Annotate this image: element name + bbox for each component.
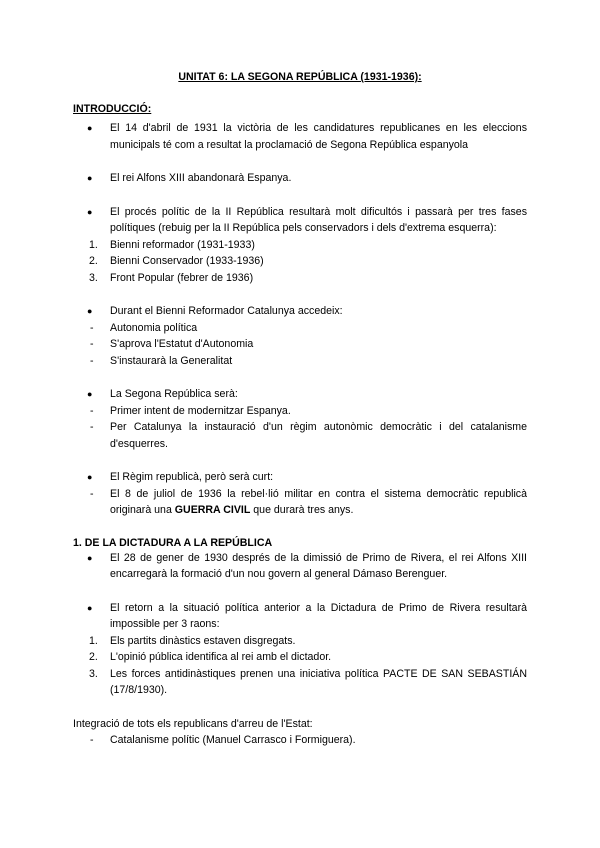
bullet-icon: ● bbox=[87, 306, 93, 316]
reason-item bbox=[73, 649, 527, 666]
intro-bullet-3 bbox=[73, 204, 527, 237]
reason-item-text: Les forces antidinàstiques prenen una iniciativa política PACTE DE SAN SEBASTIÁN (17/8/1930). bbox=[110, 667, 527, 696]
intro-bullet-4-text: Durant el Bienni Reformador Catalunya accedeix: bbox=[110, 305, 343, 317]
autonomy-item-text: S'aprova l'Estatut d'Autonomia bbox=[110, 338, 254, 350]
autonomy-item-text: S'instaurarà la Generalitat bbox=[110, 354, 233, 367]
bullet-icon: ● bbox=[87, 206, 93, 217]
dash-marker: - bbox=[90, 338, 94, 350]
page-title: UNITAT 6: LA SEGONA REPÚBLICA (1931-1936): bbox=[178, 71, 422, 83]
list-number: 2. bbox=[89, 651, 98, 663]
republic-item-text: Primer intent de modernitzar Espanya. bbox=[110, 404, 291, 417]
phase-item bbox=[73, 270, 527, 287]
reason-item-text: Els partits dinàstics estaven disgregats. bbox=[110, 634, 296, 647]
integration-text: Integració de tots els republicans d'arreu de l'Estat: bbox=[73, 717, 313, 730]
list-number: 1. bbox=[89, 238, 98, 251]
phase-item-text: Bienni Conservador (1933-1936) bbox=[110, 255, 264, 267]
autonomy-item-text: Autonomia política bbox=[110, 321, 198, 334]
dash-marker: - bbox=[90, 734, 94, 746]
intro-heading: INTRODUCCIÓ: bbox=[73, 103, 152, 115]
section-1-bullet-2-text: El retorn a la situació política anterior a la Dictadura de Primo de Rivera resultarà impossible per 3 raons: bbox=[110, 601, 527, 630]
dash-marker: - bbox=[90, 487, 94, 500]
phase-item-text: Bienni reformador (1931-1933) bbox=[110, 238, 255, 251]
civil-war-item bbox=[73, 486, 527, 519]
bullet-icon: ● bbox=[87, 472, 93, 482]
intro-bullet-2-text: El rei Alfons XIII abandonarà Espanya. bbox=[110, 172, 292, 184]
list-number: 3. bbox=[89, 667, 98, 680]
list-number: 3. bbox=[89, 271, 98, 284]
dash-marker: - bbox=[90, 321, 94, 334]
section-1-bullet-2 bbox=[73, 600, 527, 633]
intro-bullet-3-text: El procés polític de la II República resultarà molt dificultós i passarà per tres fases polítiques (rebuig per la II República pels conservadors i dels d'extrema esquerra): bbox=[110, 205, 527, 234]
republic-item-text: Per Catalunya la instauració d'un règim autonòmic democràtic i del catalanisme d'esquerres. bbox=[110, 421, 527, 450]
civil-war-item-post: que durarà tres anys. bbox=[250, 504, 354, 516]
civil-war-term: GUERRA CIVIL bbox=[174, 504, 251, 516]
republic-item bbox=[73, 403, 527, 420]
integration-item bbox=[73, 732, 527, 749]
bullet-icon: ● bbox=[87, 123, 93, 133]
phase-item bbox=[73, 237, 527, 254]
intro-bullet-2 bbox=[73, 170, 527, 187]
dash-marker: - bbox=[90, 354, 94, 367]
bullet-icon: ● bbox=[87, 173, 93, 183]
intro-bullet-1-text: El 14 d'abril de 1931 la victòria de les candidatures republicanes en les eleccions municipals té com a resultat la proclamació de Segona República espanyola bbox=[110, 122, 527, 151]
section-1-bullet-1 bbox=[73, 550, 527, 583]
intro-bullet-5-text: La Segona República serà: bbox=[110, 388, 238, 400]
dash-marker: - bbox=[90, 404, 94, 417]
intro-bullet-6-text: El Règim republicà, però serà curt: bbox=[110, 471, 274, 483]
reason-item bbox=[73, 666, 527, 699]
intro-bullet-5 bbox=[73, 386, 527, 403]
reason-item-text: L'opinió pública identifica al rei amb el dictador. bbox=[110, 651, 332, 663]
bullet-icon: ● bbox=[87, 389, 93, 399]
autonomy-item bbox=[73, 320, 527, 337]
civil-war-item-pre: El 8 de juliol de 1936 la rebel·lió militar en contra el sistema democràtic republicà originarà una bbox=[110, 487, 527, 516]
phase-item-text: Front Popular (febrer de 1936) bbox=[110, 271, 254, 284]
intro-bullet-1 bbox=[73, 120, 527, 153]
list-number: 1. bbox=[89, 634, 98, 647]
reason-item bbox=[73, 633, 527, 650]
integration-item-text: Catalanisme polític (Manuel Carrasco i Formiguera). bbox=[110, 734, 356, 746]
intro-bullet-6 bbox=[73, 469, 527, 486]
phase-item bbox=[73, 253, 527, 270]
list-number: 2. bbox=[89, 255, 98, 267]
autonomy-item bbox=[73, 336, 527, 353]
section-1-bullet-1-text: El 28 de gener de 1930 després de la dimissió de Primo de Rivera, el rei Alfons XIII encarregarà la formació d'un nou govern al general Dámaso Berenguer. bbox=[110, 551, 527, 580]
intro-bullet-4 bbox=[73, 303, 527, 320]
bullet-icon: ● bbox=[87, 552, 93, 563]
dash-marker: - bbox=[90, 421, 94, 433]
republic-item bbox=[73, 419, 527, 452]
autonomy-item bbox=[73, 353, 527, 370]
bullet-icon: ● bbox=[87, 602, 93, 613]
section-1-heading: 1. DE LA DICTADURA A LA REPÚBLICA bbox=[73, 536, 273, 549]
